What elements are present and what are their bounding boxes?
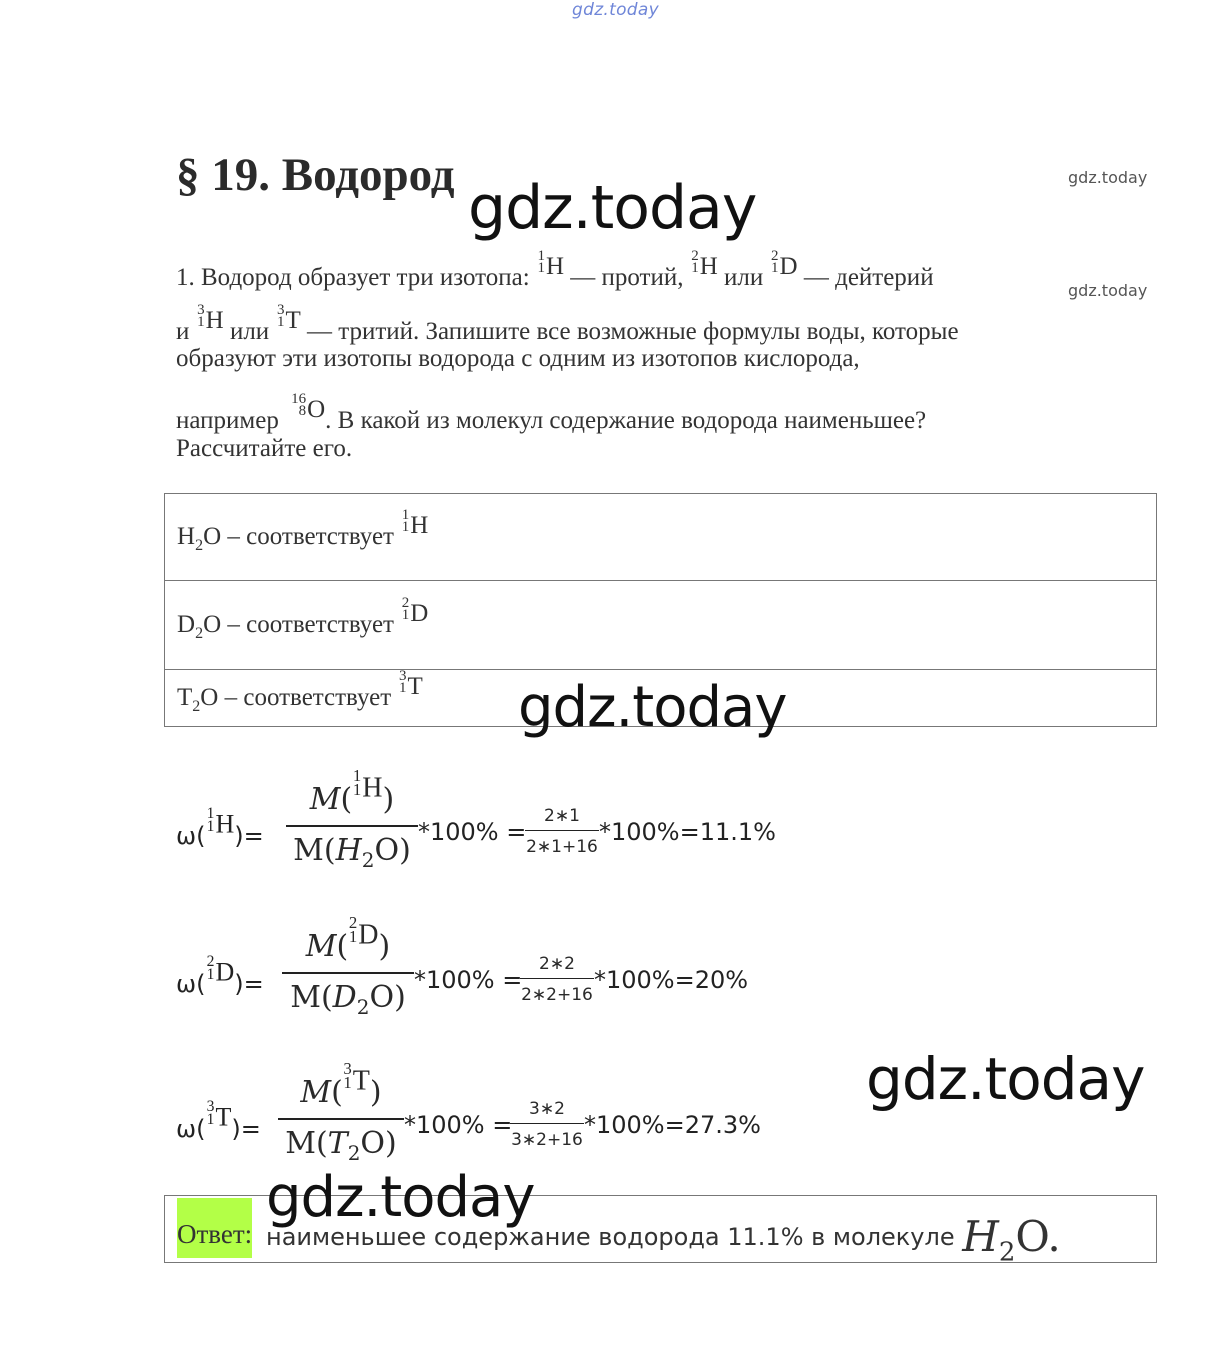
fraction-mass-t: M( 3 1 T) $M(T_2O)$	[278, 1068, 404, 1178]
watermark-top: gdz.today	[572, 0, 659, 20]
formula-omega-t: ω( 3 1 T)=	[176, 1098, 261, 1143]
fraction-numeric-t: 3∗2 3∗2+16	[511, 1099, 583, 1150]
isotope-oxygen: 16 8 O	[291, 390, 326, 423]
formula-mid: *100% =	[404, 1111, 513, 1139]
formula-result: *100%=11.1%	[599, 818, 776, 846]
watermark-big: gdz.today	[518, 675, 787, 740]
isotope-tritium-t: 3 1 T	[276, 301, 301, 334]
fraction-mass-d: M( 2 1 D) $M(D_2O)$	[282, 922, 414, 1032]
fraction-numeric-d: 2∗2 2∗2+16	[521, 954, 593, 1005]
watermark-big: gdz.today	[468, 173, 757, 243]
formula-mid: *100% =	[414, 966, 523, 994]
watermark-small: gdz.today	[1068, 168, 1148, 187]
formula-result: *100%=27.3%	[584, 1111, 761, 1139]
fraction-numeric-h: 2∗1 2∗1+16	[526, 806, 598, 857]
table-row: $H_2O$ – соответствует 1 1 H	[165, 494, 1157, 581]
table-row: $T_2O$ – соответствует 3 1 T	[165, 670, 1157, 727]
answer-label: Ответ:	[177, 1198, 252, 1258]
formula-result: *100%=20%	[594, 966, 749, 994]
isotope-deuterium-d: 2 1 D	[771, 247, 798, 280]
watermark-small: gdz.today	[1068, 281, 1148, 300]
formula-omega-d: ω( 2 1 D)=	[176, 953, 264, 998]
table-row: $D_2O$ – соответствует 2 1 D	[165, 581, 1157, 670]
formula-mid: *100% =	[418, 818, 527, 846]
watermark-big: gdz.today	[266, 1165, 535, 1230]
watermark-big: gdz.today	[866, 1045, 1145, 1113]
formula-omega-h: ω( 1 1 H)=	[176, 805, 264, 850]
fraction-mass-h: M( 1 1 H) $M(H_2O)$	[286, 775, 418, 885]
answer-text: наименьшее содержание водорода 11.1% в молекуле $H_2O$.	[266, 1212, 1061, 1268]
isotope-tritium-h: 3 1 H	[197, 301, 224, 334]
isotope-protium: 1 1 H	[537, 247, 564, 280]
page-title: § 19. Водород	[176, 149, 455, 201]
isotope-deuterium-h: 2 1 H	[691, 247, 718, 280]
